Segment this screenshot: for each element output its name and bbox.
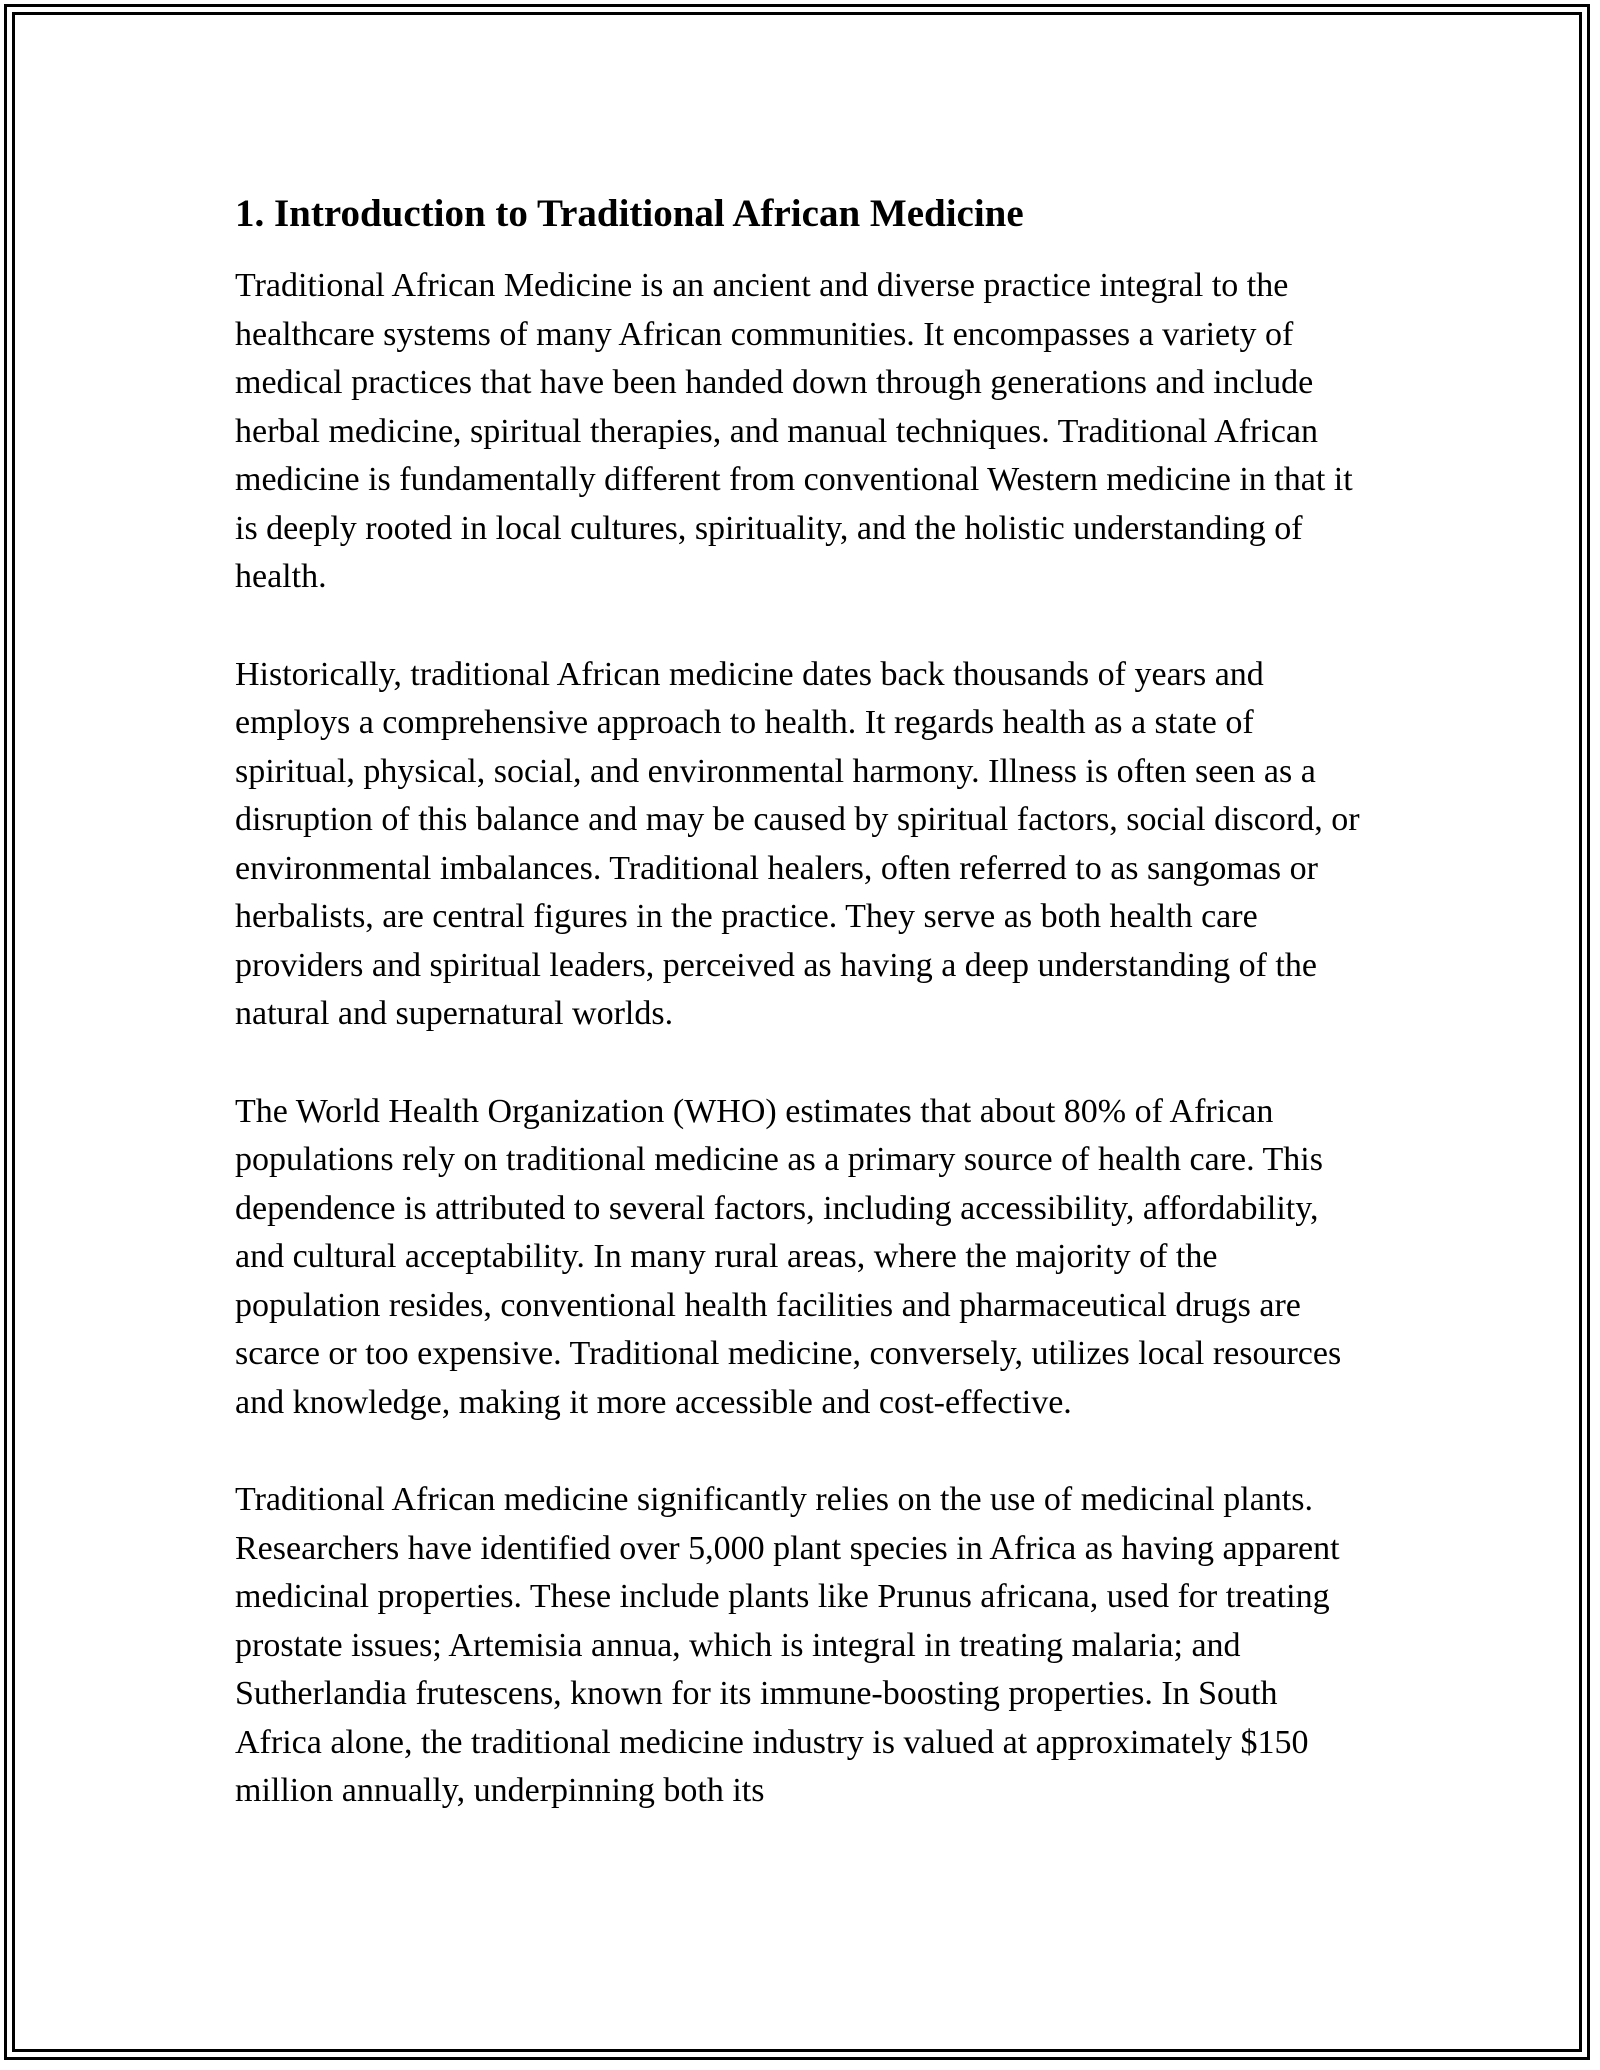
paragraph-intro: Traditional African Medicine is an ancient and diverse practice integral to the healthcare systems of many African communities. It encompasses a variety of medical practices that have been handed down through generations and include herbal medicine, spiritual therapies, and manual techniques. Traditional African medicine is fundamentally different from conventional Western medicine in that it is deeply rooted in local cultures, spirituality, and the holistic understanding of health. [235,267,1353,595]
paragraph-medicinal-plants: Traditional African medicine significantly relies on the use of medicinal plants. Researchers have identified over 5,000 plant species in Africa as having apparent medicinal properties. These include plants like Prunus africana, used for treating prostate issues; Artemisia annua, which is integral in treating malaria; and Sutherlandia frutescens, known for its immune-boosting properties. In South Africa alone, the traditional medicine industry is valued at approximately $150 million annually, underpinning both its [235,1481,1340,1809]
paragraph-history: Historically, traditional African medicine dates back thousands of years and employs a comprehensive approach to health. It regards health as a state of spiritual, physical, social, and environmental harmony. Illness is often seen as a disruption of this balance and may be caused by spiritual factors, social discord, or environmental imbalances. Traditional healers, often referred to as sangomas or herbalists, are central figures in the practice. They serve as both health care providers and spiritual leaders, perceived as having a deep understanding of the natural and supernatural worlds. [235,655,1360,1032]
document-body [235,186,1365,1865]
section-title: 1. Introduction to Traditional African Medicine [235,192,1024,235]
paragraph-who-statistics: The World Health Organization (WHO) estimates that about 80% of African populations rely on traditional medicine as a primary source of health care. This dependence is attributed to several factors, including accessibility, affordability, and cultural acceptability. In many rural areas, where the majority of the population resides, conventional health facilities and pharmaceutical drugs are scarce or too expensive. Traditional medicine, conversely, utilizes local resources and knowledge, making it more accessible and cost-effective. [235,1092,1342,1421]
